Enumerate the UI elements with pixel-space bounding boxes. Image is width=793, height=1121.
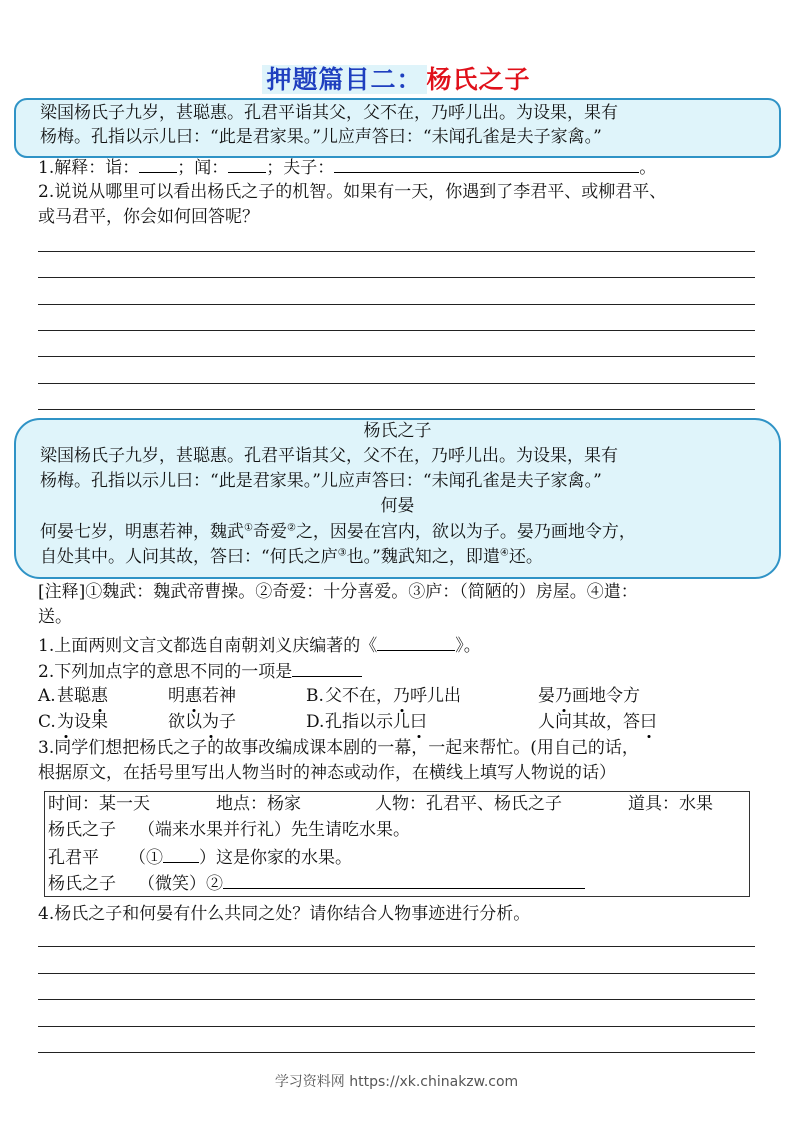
- option-d-word2: [538, 710, 657, 735]
- text: 设果: [74, 712, 108, 732]
- dotted-char: 惠: [185, 684, 202, 709]
- text: 之，因晏在宫内，欲以为子。晏乃画地令方，: [295, 522, 636, 542]
- dotted-char: 惠: [91, 684, 108, 709]
- text: 画地令方: [572, 686, 640, 706]
- text: 父不在，: [325, 686, 393, 706]
- text: 呼儿出: [410, 686, 461, 706]
- option-d-label[interactable]: D.: [306, 712, 325, 732]
- text: 明: [168, 686, 185, 706]
- text: 欲以: [168, 712, 202, 732]
- passage2-line1: 梁国杨氏子九岁，甚聪惠。孔君平诣其父，父不在，乃呼儿出。为设果，果有: [40, 446, 618, 466]
- answer-line[interactable]: [38, 304, 755, 305]
- answer-blank-speech[interactable]: [223, 870, 585, 889]
- footnote-marker: ①: [244, 522, 253, 534]
- answer-line[interactable]: [38, 330, 755, 331]
- notes-line1: [注释]①魏武：魏武帝曹操。②奇爱：十分喜爱。③庐：（简陋的）房屋。④遣：: [38, 582, 638, 602]
- text: 还。: [508, 547, 543, 567]
- text: 子: [219, 712, 236, 732]
- passage2-title: 杨氏之子: [363, 421, 432, 441]
- sub-question-3-line2: 根据原文，在括号里写出人物当时的神态或动作，在横线上填写人物说的话）: [38, 763, 616, 783]
- dotted-char: 曰: [410, 710, 427, 735]
- role-line: （微笑）②: [138, 874, 223, 894]
- dotted-char: 为: [202, 710, 219, 735]
- footnote-marker: ④: [499, 547, 509, 559]
- notes-line2: 送。: [38, 607, 72, 627]
- role-line: （①: [129, 848, 163, 868]
- option-d-word1: [325, 710, 427, 735]
- answer-line[interactable]: [38, 277, 755, 278]
- sub-question-3-line1: 3.同学们想把杨氏之子的故事改编成课本剧的一幕，一起来帮忙。(用自己的话，: [38, 738, 639, 758]
- text: 1.上面两则文言文都选自南朝刘义庆编著的《: [38, 636, 378, 656]
- answer-blank-choice[interactable]: [292, 658, 362, 677]
- answer-line[interactable]: [38, 1026, 755, 1027]
- script-props: 道具：水果: [628, 794, 713, 814]
- role-line: ）这是你家的水果。: [199, 848, 352, 868]
- page-title: [0, 60, 793, 96]
- option-c-word1: [57, 710, 108, 735]
- dotted-char: 曰: [640, 710, 657, 735]
- script-row-2: [48, 844, 352, 871]
- role-name: 孔君平: [48, 848, 99, 868]
- script-place: 地点：杨家: [216, 794, 301, 814]
- q1-end: 。: [639, 158, 657, 178]
- option-b-word2: [538, 684, 640, 709]
- q1-wen: ；闻：: [177, 158, 229, 178]
- answer-line[interactable]: [38, 973, 755, 974]
- answer-blank-action[interactable]: [163, 844, 199, 863]
- script-time: 时间：某一天: [48, 794, 150, 814]
- sub-question-1: [38, 632, 481, 659]
- text: 甚聪: [57, 686, 91, 706]
- question-1: [38, 154, 656, 181]
- option-a-label[interactable]: A.: [38, 686, 56, 706]
- footer-text: 学习资料网 https://xk.chinakzw.com: [274, 1074, 519, 1090]
- option-a-word1: [57, 684, 108, 709]
- answer-line[interactable]: [38, 251, 755, 252]
- question-2-line1: 2.说说从哪里可以看出杨氏之子的机智。如果有一天，你遇到了李君平、或柳君平、: [38, 182, 667, 202]
- sub-question-4: 4.杨氏之子和何晏有什么共同之处？请你结合人物事迹进行分析。: [38, 904, 531, 924]
- passage2-line4: [40, 545, 543, 570]
- option-b-label[interactable]: B.: [306, 686, 324, 706]
- question-2-line2: 或马君平，你会如何回答呢？: [38, 207, 259, 227]
- text: 晏: [538, 686, 555, 706]
- dotted-char: 乃: [555, 684, 572, 709]
- answer-blank-fuzi[interactable]: [334, 154, 639, 173]
- answer-line[interactable]: [38, 999, 755, 1000]
- answer-blank-book[interactable]: [377, 632, 455, 651]
- text: 人问其故，答: [538, 712, 640, 732]
- answer-blank-yi[interactable]: [139, 154, 177, 173]
- dotted-char: 为: [57, 710, 74, 735]
- answer-line[interactable]: [38, 356, 755, 357]
- script-characters: 人物：孔君平、杨氏之子: [375, 794, 562, 814]
- role-line: （端来水果并行礼）先生请吃水果。: [138, 820, 410, 840]
- answer-line[interactable]: [38, 409, 755, 410]
- text: 也。”魏武知之，即遣: [346, 547, 500, 567]
- script-row-1: [48, 818, 410, 843]
- dotted-char: 乃: [393, 684, 410, 709]
- text: 若神: [202, 686, 236, 706]
- option-c-label[interactable]: C.: [38, 712, 56, 732]
- text: 孔指以示儿: [325, 712, 410, 732]
- passage1-line2: 杨梅。孔指以示儿曰：“此是君家果。”儿应声答曰：“未闻孔雀是夫子家禽。”: [40, 127, 602, 147]
- q1-prefix: 1.解释：诣：: [38, 158, 140, 178]
- text: 》。: [455, 636, 481, 656]
- passage2-line3: [40, 520, 636, 545]
- passage2-line2: 杨梅。孔指以示儿曰：“此是君家果。”儿应声答曰：“未闻孔雀是夫子家禽。”: [40, 471, 602, 491]
- q1-fuzi: ；夫子：: [266, 158, 335, 178]
- footnote-marker: ②: [286, 522, 296, 534]
- text: 2.下列加点字的意思不同的一项是: [38, 662, 293, 682]
- role-name: 杨氏之子: [48, 874, 116, 894]
- option-b-word1: [325, 684, 461, 709]
- title-text: 杨氏之子: [426, 65, 531, 94]
- answer-line[interactable]: [38, 383, 755, 384]
- script-row-3: [48, 870, 585, 897]
- answer-line[interactable]: [38, 946, 755, 947]
- sub-question-2: [38, 658, 362, 685]
- answer-blank-wen[interactable]: [228, 154, 266, 173]
- role-name: 杨氏之子: [48, 820, 116, 840]
- text: 自处其中。人问其故，答曰：“何氏之庐: [40, 547, 338, 567]
- passage1-line1: 梁国杨氏子九岁，甚聪惠。孔君平诣其父，父不在，乃呼儿出。为设果，果有: [40, 103, 618, 123]
- answer-line[interactable]: [38, 1052, 755, 1053]
- option-a-word2: [168, 684, 236, 709]
- passage2-title2: 何晏: [380, 496, 415, 516]
- footnote-marker: ③: [337, 547, 347, 559]
- title-prefix: 押题篇目二：: [262, 65, 426, 94]
- text: 奇爱: [252, 522, 287, 542]
- text: 何晏七岁，明惠若神，魏武: [40, 522, 244, 542]
- option-c-word2: [168, 710, 236, 735]
